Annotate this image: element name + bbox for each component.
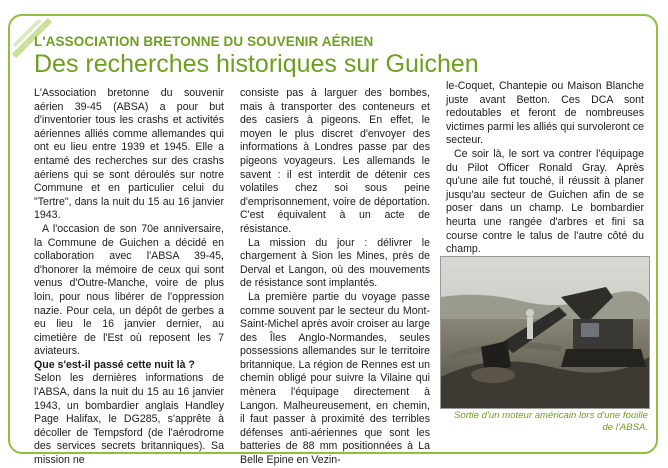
photo-caption: Sortie d'un moteur américain lors d'une fouille de l'ABSA. [453, 410, 648, 433]
subheading: Que s'est-il passé cette nuit là ? [34, 358, 195, 371]
paragraph: A l'occasion de son 70e anniversaire, la Commune de Guichen a décidé en collaboration avec l'ABSA 39-45, d'honorer la mémoire de ceux qui sont venus d'Outre-Manche, voire de plus loin, pour nous libérer de l'oppression nazie. Pour cela, un dépôt de gerbes a eu lieu le 16 janvier dernier, au cimetière de l'Est où reposent les 7 aviateurs. [34, 222, 224, 358]
excavation-photo [440, 256, 650, 409]
paragraph: Ce soir là, le sort va contrer l'équipage du Pilot Officer Ronald Gray. Après qu'une aile fut touché, il réussit à planer jusqu'au secteur de Guichen afin de se poser dans un champ. Le bombardier heurta une rangée d'arbres et fini sa course contre le talus de l'autre côté du champ. [446, 147, 644, 256]
paragraph: L'Association bretonne du souvenir aérien 39-45 (ABSA) a pour but d'inventorier tous les crashs et activités aériennes alliés comme allemandes qui ont eu lieu entre 1939 et 1945. Elle a entamé des recherches sur des crashs aériens qui se sont déroulés sur notre Commune et en particulier celui du "Tertre", dans la nuit du 15 au 16 janvier 1943. [34, 87, 224, 222]
paragraph: consiste pas à larguer des bombes, mais à transporter des conteneurs et des casiers à pigeons. En effet, le moyen le plus discret d'envoyer des informations à Londres passe par des pigeons voyageurs. Les allemands le savent : il est interdit de détenir ces volatiles chez soi sous peine d'emprisonnement, voire de déportation. C'est équivalent à un acte de résistance. [240, 87, 430, 235]
article-kicker: L'ASSOCIATION BRETONNE DU SOUVENIR AÉRIEN [34, 34, 374, 49]
paragraph: Selon les dernières informations de l'ABSA, dans la nuit du 15 au 16 janvier 1943, un bombardier anglais Handley Page Halifax, le DG285, s'apprête à décoller de Tempsford (de l'aérodrome des services secrets britanniques). Sa mission ne [34, 372, 224, 467]
article-headline: Des recherches historiques sur Guichen [34, 50, 479, 78]
column-3 [446, 80, 644, 270]
column-1 [34, 87, 224, 468]
paragraph: le-Coquet, Chantepie ou Maison Blanche juste avant Betton. Ces DCA sont redoutables et feront de nombreuses victimes parmi les alliés qui survoleront ce secteur. [446, 80, 644, 147]
excavator-photo-icon [441, 257, 649, 408]
column-2 [240, 87, 430, 468]
paragraph: La première partie du voyage passe comme souvent par le secteur du Mont-Saint-Michel après avoir croiser au large des Îles Anglo-Normandes, seules possessions allemandes sur le territoire britannique. La région de Rennes est un chemin obligé pour suivre la Vilaine qui mènera l'équipage directement à Langon. Malheureusement, en chemin, il faut passer à proximité des terribles défenses anti-aériennes que sont les batteries de 88 mm positionnées à La Belle Epine en Vezin- [240, 290, 430, 467]
paragraph: La mission du jour : délivrer le chargement à Sion les Mines, près de Derval et Langon, où des mouvements de résistance sont implantés. [240, 236, 430, 290]
